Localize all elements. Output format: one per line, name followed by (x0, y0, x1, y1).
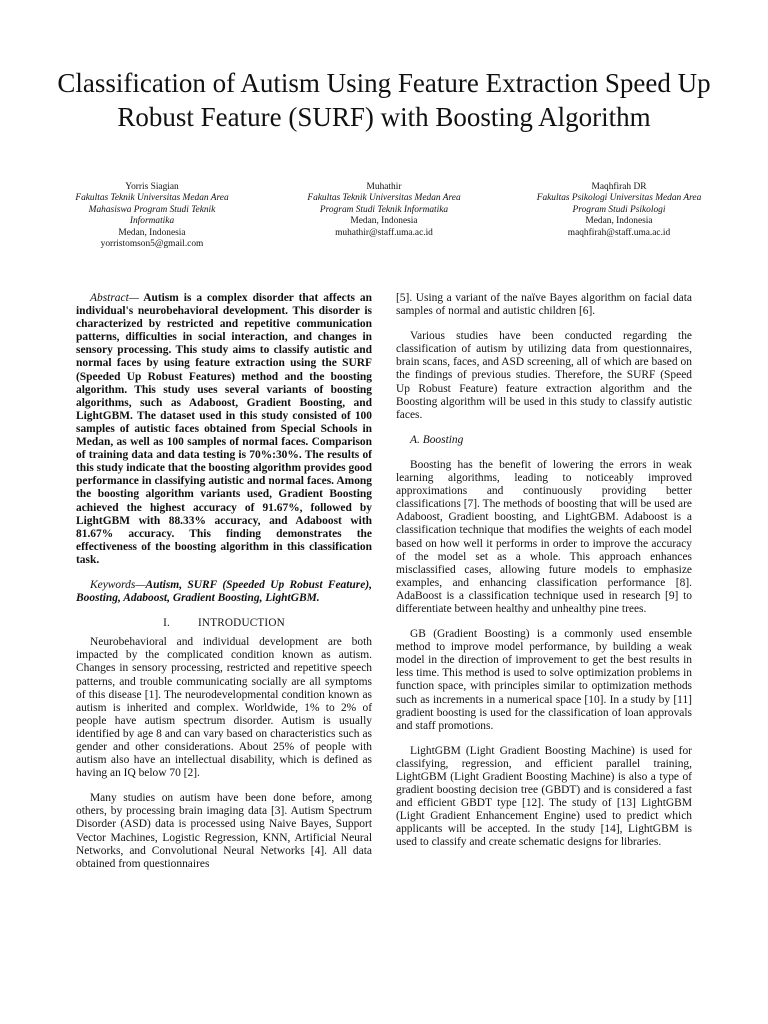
paragraph-continuation: [5]. Using a variant of the naïve Bayes algorithm on facial data samples of normal and autistic children [6]. (396, 292, 692, 318)
author-email: yorristomson5@gmail.com (100, 239, 204, 250)
abstract-lead: Abstract— (90, 292, 139, 304)
author-block-1 (52, 182, 252, 250)
author-name: Muhathir (366, 182, 402, 192)
author-location: Medan, Indonesia (585, 216, 653, 227)
author-name: Maqhfirah DR (591, 182, 647, 192)
author-location: Medan, Indonesia (118, 227, 186, 238)
author-email: maqhfirah@staff.uma.ac.id (567, 227, 671, 238)
keywords-lead: Keywords— (90, 578, 146, 591)
author-affiliation: Program Studi Psikologi (572, 204, 666, 215)
author-affiliation: Informatika (129, 216, 175, 227)
paragraph: LightGBM (Light Gradient Boosting Machine) is used for classifying, regression, and efficient parallel training, LightGBM (Light Gradient Boosting Machine) is also a type of gradient boosting decision tree (GBDT) and is considered a fast and efficient GBDT type [12]. The study of [13] LightGBM (Light Gradient Enhancement Engine) used to predict which applicants will be accepted. In the study [14], LightGBM is used to classify and create schematic designs for libraries. (396, 744, 692, 849)
author-block-3 (514, 182, 724, 239)
author-affiliation: Fakultas Psikologi Universitas Medan Area (536, 193, 702, 204)
paragraph: GB (Gradient Boosting) is a commonly used ensemble method to improve model performance, by building a weak model in the direction of improvement to get the best results in less time. This method is used to solve optimization problems in function space, with principles similar to optimization methods such as increments in a numerical space [10]. In a study by [11] gradient boosting is used for the classification of loan approvals and staff promotions. (396, 628, 692, 732)
paragraph: Many studies on autism have been done before, among others, by processing brain imaging data [3]. Autism Spectrum Disorder (ASD) data is processed using Naive Bayes, Support Vector Machines, Logistic Regression, KNN, Artificial Neural Networks, and Convolutional Neural Networks [4]. All data obtained from questionnaires (76, 792, 372, 870)
paragraph: Various studies have been conducted regarding the classification of autism by utilizing data from questionnaires, brain scans, faces, and ASD screening, all of which are based on the findings of previous studies. Therefore, the SURF (Speed Up Robust Feature) feature extraction algorithm and the Boosting algorithm will be used in this study to classify autistic faces. (396, 330, 692, 421)
right-column (396, 292, 692, 862)
author-affiliation: Mahasiswa Program Studi Teknik (88, 204, 216, 215)
author-block-2 (284, 182, 484, 239)
paragraph: Neurobehavioral and individual development are both impacted by the complicated condition known as autism. Changes in sensory processing, restricted and repetitive speech patterns, and trouble communicating socially are all symptoms of this disease [1]. The neurodevelopmental condition known as autism is inherited and complex. Worldwide, 1% to 2% of people have autism spectrum disorder. Autism is usually identified by age 8 and can vary based on characteristics such as gender and other considerations. About 25% of people with autism also have an intellectual disability, which is defined as having an IQ below 70 [2]. (76, 636, 372, 780)
author-affiliation: Fakultas Teknik Universitas Medan Area (75, 193, 229, 204)
author-affiliation: Program Studi Teknik Informatika (319, 204, 449, 215)
subsection-heading: A. Boosting (410, 433, 464, 446)
left-column (76, 292, 372, 883)
keywords-text: Autism, SURF (Speeded Up Robust Feature), Boosting, Adaboost, Gradient Boosting, LightGBM. (76, 578, 372, 605)
author-name: Yorris Siagian (125, 182, 179, 192)
author-location: Medan, Indonesia (350, 216, 418, 227)
author-email: muhathir@staff.uma.ac.id (335, 227, 433, 238)
paper-title: Classification of Autism Using Feature Extraction Speed Up Robust Feature (SURF) with Boosting Algorithm (57, 68, 711, 132)
section-number: I. (163, 617, 170, 630)
keywords (76, 579, 372, 605)
section-heading (76, 617, 372, 630)
author-affiliation: Fakultas Teknik Universitas Medan Area (307, 193, 461, 204)
abstract (76, 292, 372, 567)
paragraph: Boosting has the benefit of lowering the errors in weak learning algorithms, leading to noticeably improved approximations and continuously providing better classifications [7]. The methods of boosting that will be used are Adaboost, Gradient boosting, and LightGBM. Adaboost is a classification technique that modifies the weights of each model based on how well it performs in order to improve the accuracy of the model set as a whole. This approach enhances misclassified cases, allowing future models to emphasize examples, and enhancing classification performance [8]. AdaBoost is a classification technique used in research [9] to differentiate between healthy and unhealthy pine trees. (396, 458, 692, 615)
abstract-text: Autism is a complex disorder that affects an individual's neurobehavioral development. This disorder is characterized by restricted and repetitive communication patterns, difficulties in social interaction, and changes in sensory processing. This study aims to classify autistic and normal faces by using feature extraction using the SURF (Speeded Up Robust Features) method and the boosting algorithm. This study uses several variants of boosting algorithms, such as Adaboost, Gradient Boosting, and LightGBM. The dataset used in this study consisted of 100 samples of autistic faces obtained from Special Schools in Medan, as well as 100 samples of normal faces. Comparison of training data and data testing is 70%:30%. The results of this study indicate that the boosting algorithm provides good performance in classifying autistic and normal faces. Among the boosting algorithm variants used, Gradient Boosting achieved the highest accuracy of 91.67%, followed by LightGBM with 88.33% accuracy, and Adaboost with 81.67% accuracy. This finding demonstrates the effectiveness of the boosting algorithm in this classification task. (76, 292, 372, 566)
section-title: INTRODUCTION (198, 617, 285, 630)
